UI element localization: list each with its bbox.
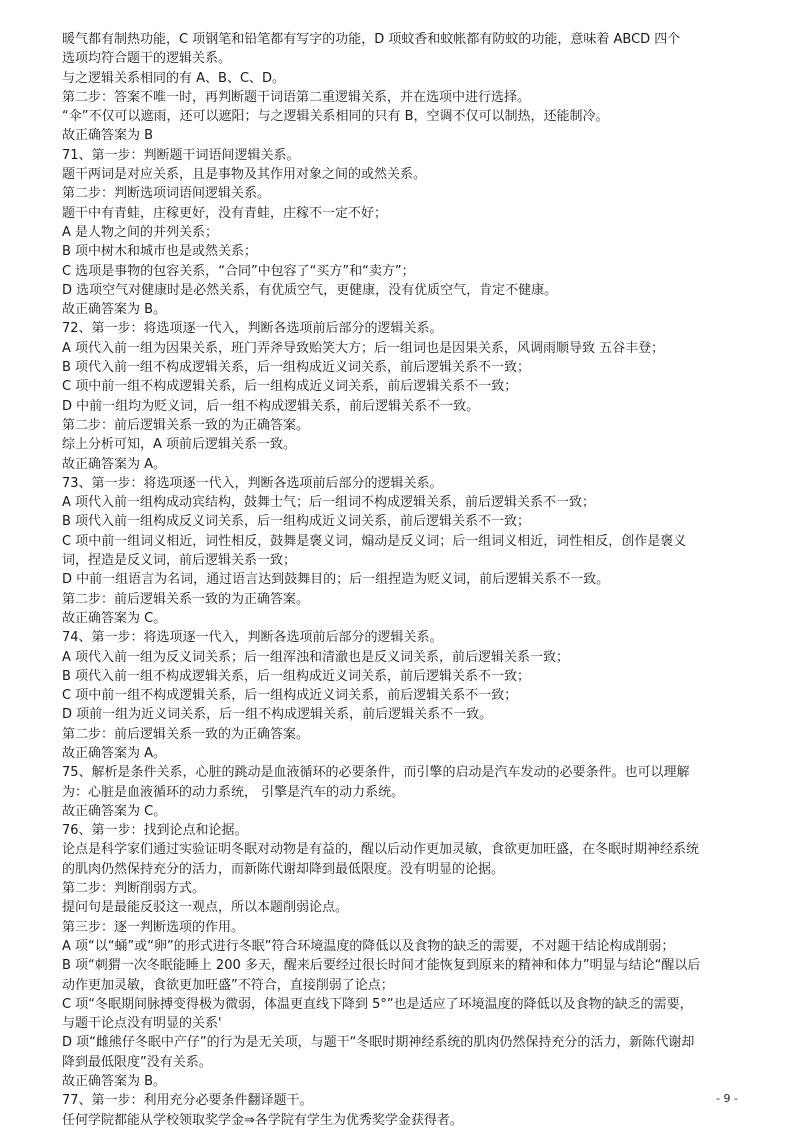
text-line: 故正确答案为 B [62,128,154,144]
text-line: 暖气都有制热功能，C 项钢笔和铅笔都有写字的功能，D 项蚊香和蚊帐都有防蚊的功能，意味着 ABCD 四个 [62,32,681,47]
text-line: D 项前一组为近义词关系，后一组不构成逻辑关系，前后逻辑关系不一致。 [62,707,493,723]
text-line: 题干中有青蛙，庄稼更好，没有青蛙，庄稼不一定不好； [62,205,388,221]
text-line: A 项代入前一组构成动宾结构，鼓舞士气；后一组词不构成逻辑关系，前后逻辑关系不一致； [62,495,596,511]
text-line: A 项代入前一组为因果关系，班门弄斧导致贻笑大方；后一组词也是因果关系，风调雨顺导致 五谷丰登； [62,340,665,356]
text-line: 77、第一步：利用充分必要条件翻译题干。 [62,1093,313,1109]
text-line: 为：心脏是血液循环的动力系统， 引擎是汽车的动力系统。 [62,784,405,800]
text-line: 故正确答案为 C。 [62,803,167,819]
text-line: 选项均符合题干的逻辑关系。 [62,51,232,67]
text-line: 与题干论点没有明显的关系' [62,1016,222,1032]
text-line: 71、第一步：判断题干词语间逻辑关系。 [62,147,300,163]
text-line: D 中前一组均为贬义词，后一组不构成逻辑关系，前后逻辑关系不一致。 [62,398,480,414]
text-line: C 项“冬眠期间脉搏变得极为微弱，体温更直线下降到 5°”也是适应了环境温度的降低以及食物的缺乏的需要， [62,996,693,1012]
text-line: 第二步：答案不唯一时，再判断题干词语第二重逻辑关系，并在选项中进行选择。 [62,89,531,105]
text-line: 故正确答案为 A。 [62,745,167,761]
text-line: B 项代入前一组构成反义词关系，后一组构成近义词关系，前后逻辑关系不一致； [62,514,531,530]
text-line: D 选项空气对健康时是必然关系，有优质空气，更健康，没有优质空气，肯定不健康。 [62,282,558,298]
text-line: 综上分析可知，A 项前后逻辑关系一致。 [62,437,297,453]
text-line: A 项代入前一组为反义词关系；后一组浑浊和清澈也是反义词关系，前后逻辑关系一致； [62,649,570,665]
text-line: 75、解析是条件关系，心脏的跳动是血液循环的必要条件，而引擎的启动是汽车发动的必要条件。也可以理解 [62,765,690,781]
text-line: 第二步：判断削弱方式。 [62,881,206,897]
page-number: - 9 - [716,1092,738,1105]
text-line: “伞”不仅可以遮雨，还可以遮阳；与之逻辑关系相同的只有 B，空调不仅可以制热，还能制冷。 [62,109,609,125]
text-line: C 项中前一组不构成逻辑关系，后一组构成近义词关系，前后逻辑关系不一致； [62,379,518,395]
text-line: 第二步：前后逻辑关系一致的为正确答案。 [62,726,310,742]
text-line: 76、第一步：找到论点和论据。 [62,823,248,839]
text-line: 故正确答案为 A。 [62,456,167,472]
text-line: 动作更加灵敏，食欲更加旺盛”不符合，直接削弱了论点； [62,977,394,993]
text-line: B 项代入前一组不构成逻辑关系，后一组构成近义词关系，前后逻辑关系不一致； [62,668,531,684]
text-line: 第二步：前后逻辑关系一致的为正确答案。 [62,417,310,433]
text-line: D 项“雌熊仔冬眠中产仔”的行为是无关项，与题干“冬眠时期神经系统的肌肉仍然保持充分的活力，新陈代谢却 [62,1035,695,1051]
text-line: 第三步：逐一判断选项的作用。 [62,919,245,935]
text-line: 论点是科学家们通过实验证明冬眠对动物是有益的，醒以后动作更加灵敏，食欲更加旺盛，在冬眠时期神经系统 [62,842,700,858]
text-line: 73、第一步：将选项逐一代入，判断各选项前后部分的逻辑关系。 [62,475,443,491]
text-line: 74、第一步：将选项逐一代入，判断各选项前后部分的逻辑关系。 [62,630,443,646]
text-line: 与之逻辑关系相同的有 A、B、C、D。 [62,70,286,86]
text-line: 词，捏造是反义词，前后逻辑关系一致； [62,553,297,569]
text-line: B 项“刺猬一次冬眠能睡上 200 多天，醒来后要经过很长时间才能恢复到原来的精神和体力”明显与结论“醒以后 [62,958,701,974]
document-body [62,30,742,1130]
text-line: B 项中树木和城市也是或然关系； [62,244,258,260]
text-line: 题干两词是对应关系，且是事物及其作用对象之间的或然关系。 [62,167,427,183]
text-line: B 项代入前一组不构成逻辑关系，后一组构成近义词关系，前后逻辑关系不一致； [62,360,531,376]
text-line: A 是人物之间的并列关系； [62,224,219,240]
text-line: 第二步：前后逻辑关系一致的为正确答案。 [62,591,310,607]
text-line: 72、第一步：将选项逐一代入，判断各选项前后部分的逻辑关系。 [62,321,443,337]
text-line: 故正确答案为 C。 [62,610,167,626]
text-line: C 项中前一组不构成逻辑关系，后一组构成近义词关系，前后逻辑关系不一致； [62,688,518,704]
text-line: 降到最低限度”没有关系。 [62,1054,212,1070]
text-line: 任何学院都能从学校领取奖学金⇒各学院有学生为优秀奖学金获得者。 [62,1112,463,1128]
text-line: 故正确答案为 B。 [62,1074,167,1090]
text-line: 的肌肉仍然保持充分的活力，而新陈代谢却降到最低限度。没有明显的论据。 [62,861,505,877]
text-line: C 选项是事物的包容关系，“合同”中包容了“买方”和“卖方”； [62,263,415,279]
text-line: 第二步：判断选项词语间逻辑关系。 [62,186,271,202]
text-line: 提问句是最能反驳这一观点，所以本题削弱论点。 [62,900,349,916]
text-line: D 中前一组语言为名词，通过语言达到鼓舞目的；后一组捏造为贬义词，前后逻辑关系不一致。 [62,572,610,588]
text-line: C 项中前一组词义相近，词性相反，鼓舞是褒义词，煽动是反义词；后一组词义相近，词性相反，创作是褒义 [62,533,687,549]
text-line: 故正确答案为 B。 [62,302,167,318]
text-line: A 项“以“蛹”或“卵”的形式进行冬眠”符合环境温度的降低以及食物的缺乏的需要，不对题干结论构成削弱； [62,938,675,954]
